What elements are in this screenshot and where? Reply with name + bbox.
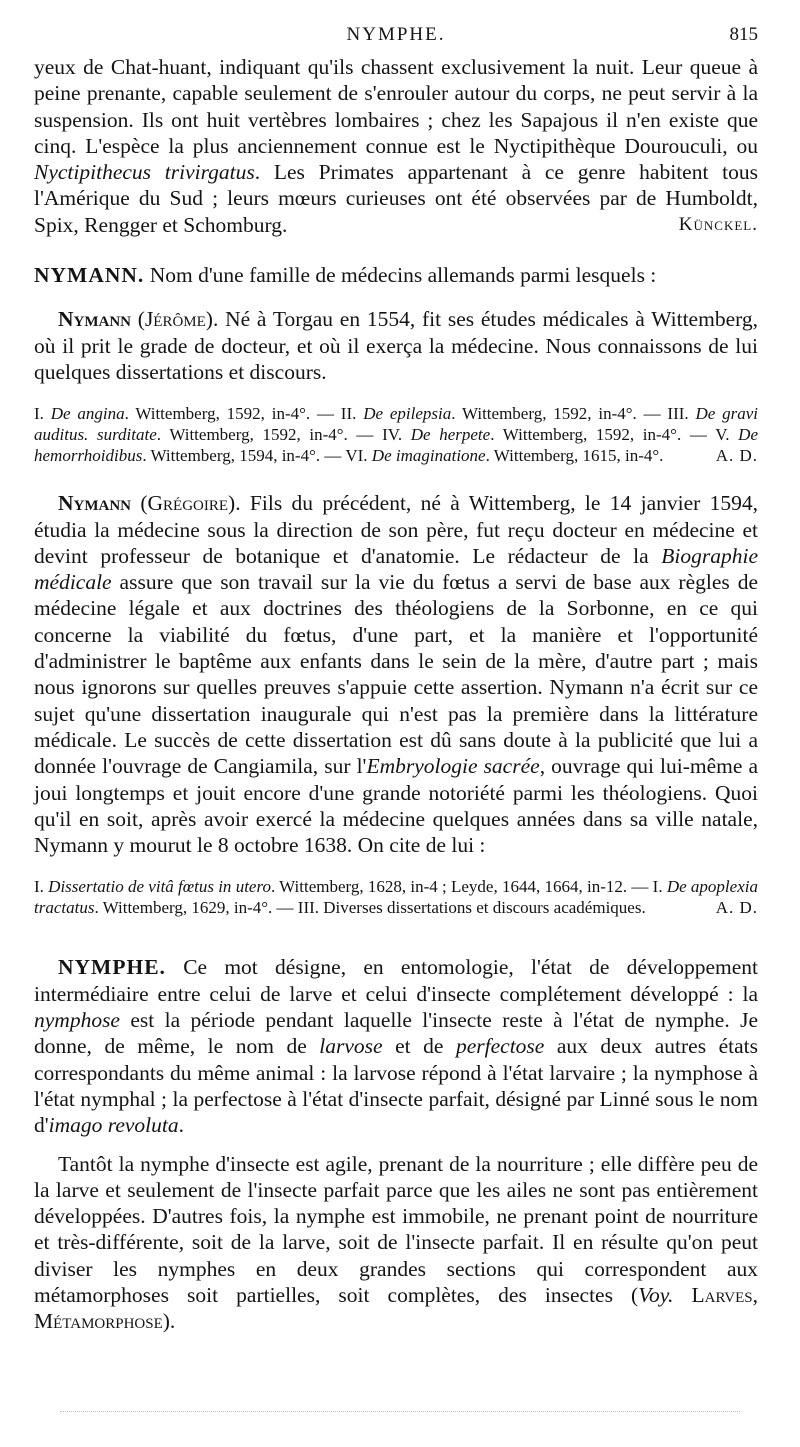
- ref-number: III.: [667, 404, 696, 424]
- book-title: Embryologie sacrée: [366, 754, 540, 779]
- paragraph-text: . Les Primates appartenant à ce genre habitent tous l'Amérique du Sud ; leurs mœurs curieuses ont été observées par de Humboldt, Spix, Rengger et Schomburg.: [34, 160, 759, 237]
- ref-number: VI.: [345, 446, 372, 466]
- page-number: 815: [729, 24, 758, 45]
- paragraph-nyctipitheque: [34, 54, 758, 238]
- paragraph-text: yeux de Chat-huant, indiquant qu'ils chassent exclusivement la nuit. Leur queue à peine prenante, capable seulement de s'enrouler autour du corps, ne peut servir à la suspension. Ils ont huit vertèbres lombaires ; chez les Sapajous il n'en existe que cinq. L'espèce la plus anciennement connue est le Nyctipithèque Dourouculi, ou: [34, 55, 758, 158]
- entry-nymann-gregoire: [34, 490, 758, 858]
- ref-number: I.: [34, 404, 51, 424]
- entry-nymphe: [34, 954, 758, 1138]
- entry-text: .: [178, 1113, 184, 1138]
- person-name: Nymann: [58, 491, 132, 516]
- ref-details: . Wittemberg, 1592, in-4°. —: [490, 425, 716, 445]
- ref-number: V.: [715, 425, 739, 445]
- entry-text: Fils du précédent, né à Wittemberg, le 14 janvier 1594, étudia la médecine sous la direction de son père, fut reçu docteur en médecine et devint professeur de botanique et d'anatomie. Le rédacteur de la: [34, 491, 759, 568]
- page-header: [34, 24, 758, 54]
- cross-reference: Larves, Métamorphose: [34, 1282, 758, 1334]
- given-name: (Jérôme).: [137, 307, 219, 332]
- cross-reference-label: Voy.: [638, 1282, 674, 1307]
- term: nymphose: [34, 1008, 120, 1033]
- term: larvose: [319, 1034, 383, 1059]
- ref-details: III. Diverses dissertations et discours académiques.: [297, 898, 646, 918]
- ref-details: . Wittemberg, 1594, in-4°. —: [142, 446, 346, 466]
- author-signature: A. D.: [715, 446, 758, 466]
- species-name: Nyctipithecus trivirgatus: [34, 160, 255, 185]
- running-title: NYMPHE.: [346, 24, 446, 45]
- ref-title: Dissertatio de vitâ fœtus in utero: [48, 877, 271, 897]
- ref-number: I.: [34, 877, 49, 897]
- ref-details: . Wittemberg, 1628, in-4 ; Leyde, 1644, 1664, in-12. —: [270, 877, 653, 897]
- entry-nymphe-paragraph-2: [34, 1151, 758, 1335]
- entry-text: et de: [382, 1034, 456, 1059]
- ref-title: De hemorrhoidibus: [34, 425, 758, 466]
- page: [34, 24, 758, 1335]
- entry-headword: NYMPHE.: [58, 955, 166, 980]
- entry-headword: NYMANN.: [34, 263, 145, 288]
- ref-number: IV.: [382, 425, 411, 445]
- page-bottom-rule: [60, 1411, 740, 1414]
- ref-details: . Wittemberg, 1592, in-4°. —: [124, 404, 341, 424]
- entry-text: Nom d'une famille de médecins allemands parmi lesquels :: [149, 263, 657, 288]
- entry-text: , ouvrage qui lui-même a joui longtemps et jouit encore d'une grande notoriété parmi les théologiens. Quoi qu'il en soit, après avoir exercé la médecine quelques années dans sa ville natale, Nymann y mourut le 8 octobre 1638. On cite de lui :: [34, 754, 758, 858]
- book-title: Biographie médicale: [34, 543, 758, 595]
- entry-text: assure que son travail sur la vie du fœtus a servi de base aux règles de médecine légale et aux doctrines des théologiens de la Sorbonne, en ce qui concerne la viabilité du fœtus, d'une part, et la manière et l'opportunité d'administrer le baptême aux enfants dans le sein de la mère, d'autre part ; mais nous ignorons sur quelles preuves s'appuie cette assertion. Nymann n'a écrit sur ce sujet qu'une dissertation inaugurale qui n'est pas la première dans la littérature médicale. Le succès de cette dissertation est dû sans doute à la publicité que lui a donnée l'ouvrage de Cangiamila, sur l': [34, 570, 758, 779]
- ref-number: II.: [340, 404, 364, 424]
- entry-text: aux deux autres états correspondants du même animal : la larvose répond à l'état larvaire ; la nymphose à l'état nymphal ; la perfectose à l'état d'insecte parfait, désigné par Linné sous le nom d': [34, 1034, 759, 1138]
- entry-text: Né à Torgau en 1554, fit ses études médicales à Wittemberg, où il prit le grade de docteur, et où il exerça la médecine. Nous connaissons de lui quelques dissertations et discours.: [34, 307, 759, 384]
- bibliography-gregoire: [34, 876, 758, 918]
- entry-text: Tantôt la nymphe d'insecte est agile, prenant de la nourriture ; elle diffère peu de la larve et seulement de l'insecte parfait parce que les ailes ne sont pas entièrement développées. D'autres fois, la nymphe est immobile, ne prenant point de nourriture et très-différente, soit de la larve, soit de l'insecte parfait. Il en résulte qu'on peut diviser les nymphes en deux grandes sections qui correspondent aux métamorphoses soit partielles, soit complètes, des insectes (: [34, 1151, 758, 1307]
- entry-text: ).: [162, 1309, 176, 1334]
- ref-title: De apoplexia tractatus: [34, 877, 758, 918]
- ref-details: . Wittemberg, 1629, in-4°. —: [94, 898, 298, 918]
- entry-nymann-jerome: [34, 306, 758, 385]
- author-signature: Künckel.: [678, 213, 758, 235]
- ref-title: De angina: [50, 404, 125, 424]
- ref-details: . Wittemberg, 1615, in-4°.: [485, 446, 664, 466]
- given-name: (Grégoire).: [140, 491, 241, 516]
- entry-text: est la période pendant laquelle l'insecte reste à l'état de nymphe. Je donne, de même, le nom de: [34, 1008, 758, 1059]
- term: perfectose: [455, 1034, 545, 1059]
- author-signature: A. D.: [715, 898, 758, 918]
- entry-nymann: [34, 262, 758, 288]
- ref-title: De epilepsia: [363, 404, 452, 424]
- ref-details: . Wittemberg, 1592, in-4°. —: [451, 404, 668, 424]
- ref-number: I.: [652, 877, 667, 897]
- ref-details: . Wittemberg, 1592, in-4°. —: [156, 425, 383, 445]
- ref-title: De imaginatione: [371, 446, 486, 466]
- person-name: Nymann: [58, 307, 132, 332]
- ref-title: De herpete: [410, 425, 491, 445]
- ref-title: De gravi auditus. surditate: [34, 404, 759, 445]
- entry-text: Ce mot désigne, en entomologie, l'état de développement intermédiaire entre celui de larve et celui d'insecte complétement développé : la: [34, 955, 759, 1006]
- bibliography-jerome: [34, 403, 758, 466]
- term: imago revoluta: [48, 1113, 179, 1138]
